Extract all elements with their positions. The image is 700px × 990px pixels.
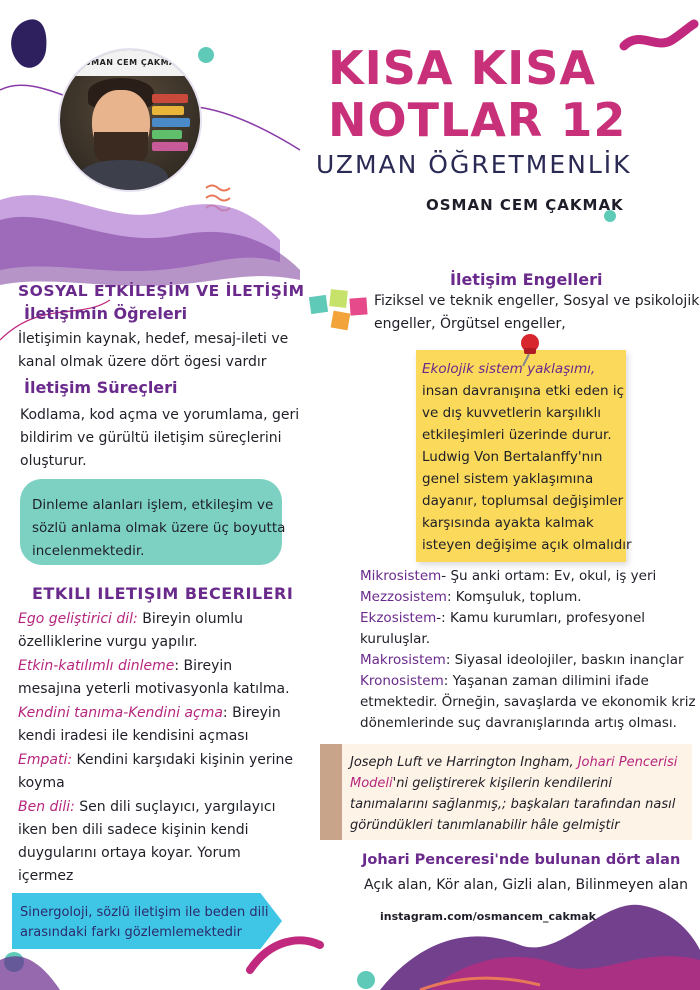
sticky-notes-icon bbox=[306, 288, 370, 332]
text-line: karşısında ayakta kalmak bbox=[422, 515, 594, 531]
text-line: Sinergoloji, sözlü iletişim ile beden dili bbox=[20, 905, 269, 920]
instagram-link[interactable]: instagram.com/osmancem_cakmak bbox=[380, 910, 596, 923]
text-line: : Komşuluk, toplum. bbox=[446, 589, 582, 605]
system-term: Ekzosistem bbox=[360, 610, 437, 626]
skills-heading: ETKILI ILETIŞIM BECERILERI bbox=[32, 584, 294, 603]
skill-item bbox=[18, 796, 318, 888]
system-item bbox=[360, 587, 696, 608]
barriers-heading: İletişim Engelleri bbox=[450, 270, 603, 289]
text-line: : Yaşanan zaman dilimini ifade bbox=[443, 673, 649, 689]
text-line: arasındaki farkı gözlemlemektedir bbox=[20, 925, 242, 940]
skill-term: Etkin-katılımlı dinleme bbox=[18, 658, 175, 674]
text-line: engeller, Örgütsel engeller, bbox=[374, 316, 566, 332]
text-line: kuruluşlar. bbox=[360, 631, 431, 647]
text-line: etkileşimleri üzerinde durur. bbox=[422, 427, 612, 443]
text-line: İletişimin kaynak, hedef, mesaj-ileti ve bbox=[18, 331, 289, 347]
blob-shape bbox=[11, 19, 46, 67]
johari-term: Johari Pencerisi bbox=[577, 755, 678, 770]
author-name: OSMAN CEM ÇAKMAK bbox=[426, 196, 624, 214]
johari-text bbox=[350, 752, 677, 836]
text-line: iken ben dili sadece kişinin kendi bbox=[18, 822, 249, 838]
text-line: Bireyin olumlu bbox=[137, 611, 243, 627]
books-icon bbox=[152, 94, 192, 174]
wave-shape bbox=[0, 956, 60, 990]
text-line: mesajına yeterli motivasyonla katılma. bbox=[18, 681, 290, 697]
dot-shape bbox=[357, 971, 375, 989]
text-line: Fiziksel ve teknik engeller, Sosyal ve psikolojik bbox=[374, 293, 700, 309]
title-line-2: NOTLAR 12 bbox=[328, 93, 627, 147]
skill-item bbox=[18, 749, 318, 795]
johari-areas-heading: Johari Penceresi'nde bulunan dört alan bbox=[362, 852, 681, 868]
system-term: Makrosistem bbox=[360, 652, 446, 668]
system-term: Kronosistem bbox=[360, 673, 444, 689]
skill-item bbox=[18, 608, 318, 654]
text-line: Kendini karşıdaki kişinin yerine bbox=[72, 752, 294, 768]
text-line: sözlü anlama olmak üzere üç boyutta bbox=[32, 520, 286, 536]
dot-shape bbox=[198, 47, 214, 63]
system-item bbox=[360, 608, 696, 650]
text-line: dönemlerinde suç davranışlarında artış olması. bbox=[360, 715, 677, 731]
text-line: koyma bbox=[18, 775, 65, 791]
skill-item bbox=[18, 655, 318, 701]
text-line: Dinleme alanları işlem, etkileşim ve bbox=[32, 497, 274, 513]
text-line: isteyen değişime açık olmalıdır bbox=[422, 537, 632, 553]
text-line: kendi iradesi ile kendisini açması bbox=[18, 728, 249, 744]
text-line: Ludwig Von Bertalanffy'nın bbox=[422, 449, 603, 465]
text-line: içermez bbox=[18, 868, 74, 884]
squiggle-shape bbox=[624, 24, 694, 46]
johari-areas-text: Açık alan, Kör alan, Gizli alan, Bilinmeyen alan bbox=[364, 877, 689, 893]
processes-text bbox=[20, 404, 299, 473]
text-line: : Siyasal ideolojiler, baskın inançlar bbox=[445, 652, 684, 668]
ecological-heading: Ekolojik sistem yaklaşımı, bbox=[422, 361, 596, 377]
text-line: bildirim ve gürültü iletişim süreçlerini bbox=[20, 430, 282, 446]
system-item bbox=[360, 671, 696, 734]
avatar bbox=[60, 50, 200, 190]
text-line: Joseph Luft ve Harrington Ingham, bbox=[350, 755, 578, 770]
title-line-1: KISA KISA bbox=[328, 41, 596, 95]
text-line: ve dış kuvvetlerin karşılıklı bbox=[422, 405, 601, 421]
text-line: 'ni geliştirerek kişilerin kendilerini bbox=[392, 776, 613, 791]
systems-list bbox=[360, 566, 696, 734]
system-term: Mikrosistem bbox=[360, 568, 442, 584]
text-line: etmektedir. Örneğin, savaşlarda ve ekonomik kriz bbox=[360, 694, 696, 710]
skill-term: Kendini tanıma-Kendini açma bbox=[18, 705, 223, 721]
skill-term: Ego geliştirici dil: bbox=[18, 611, 138, 627]
skill-item bbox=[18, 702, 318, 748]
text-line: dayanır, toplumsal değişimler bbox=[422, 493, 624, 509]
text-line: duygularını ortaya koyar. Yorum bbox=[18, 845, 241, 861]
synergy-text bbox=[20, 903, 268, 943]
page-subtitle: UZMAN ÖĞRETMENLİK bbox=[316, 150, 632, 179]
section-title: SOSYAL ETKİLEŞİM VE İLETİŞİM bbox=[18, 282, 305, 300]
processes-heading: İletişim Süreçleri bbox=[24, 378, 178, 397]
system-item bbox=[360, 566, 696, 587]
text-line: incelenmektedir. bbox=[32, 543, 145, 559]
avatar-caption: OSMAN CEM ÇAKMAK bbox=[60, 50, 200, 76]
text-line: Kodlama, kod açma ve yorumlama, geri bbox=[20, 407, 300, 423]
text-line: kanal olmak üzere dört ögesi vardır bbox=[18, 354, 267, 370]
text-line: genel sistem yaklaşımına bbox=[422, 471, 594, 487]
text-line: -: Kamu kurumları, profesyonel bbox=[436, 610, 646, 626]
page-title bbox=[328, 42, 626, 146]
text-line: göründükleri tanımlanabilir hâle gelmiştir bbox=[350, 818, 620, 833]
text-line: insan davranışına etki eden iç bbox=[422, 383, 624, 399]
johari-term-2: Modeli bbox=[350, 776, 393, 791]
skill-term: Empati: bbox=[18, 752, 73, 768]
system-item bbox=[360, 650, 696, 671]
text-line: tanımalarını sağlanmış,; başkaları tarafından nasıl bbox=[350, 797, 676, 812]
text-line: özelliklerine vurgu yapılır. bbox=[18, 634, 198, 650]
skills-list bbox=[18, 608, 318, 888]
elements-text bbox=[18, 328, 288, 374]
barriers-text bbox=[374, 290, 699, 336]
text-line: - Şu anki ortam: Ev, okul, iş yeri bbox=[441, 568, 657, 584]
ecological-text bbox=[422, 358, 632, 556]
system-term: Mezzosistem bbox=[360, 589, 447, 605]
text-line: Sen dili suçlayıcı, yargılayıcı bbox=[74, 799, 276, 815]
listening-text bbox=[32, 494, 285, 563]
text-line: : Bireyin bbox=[222, 705, 281, 721]
skill-term: Ben dili: bbox=[18, 799, 75, 815]
text-line: oluşturur. bbox=[20, 453, 87, 469]
text-line: : Bireyin bbox=[174, 658, 233, 674]
johari-note-tab bbox=[320, 744, 342, 840]
elements-heading: İletişimin Öğreleri bbox=[24, 304, 188, 323]
